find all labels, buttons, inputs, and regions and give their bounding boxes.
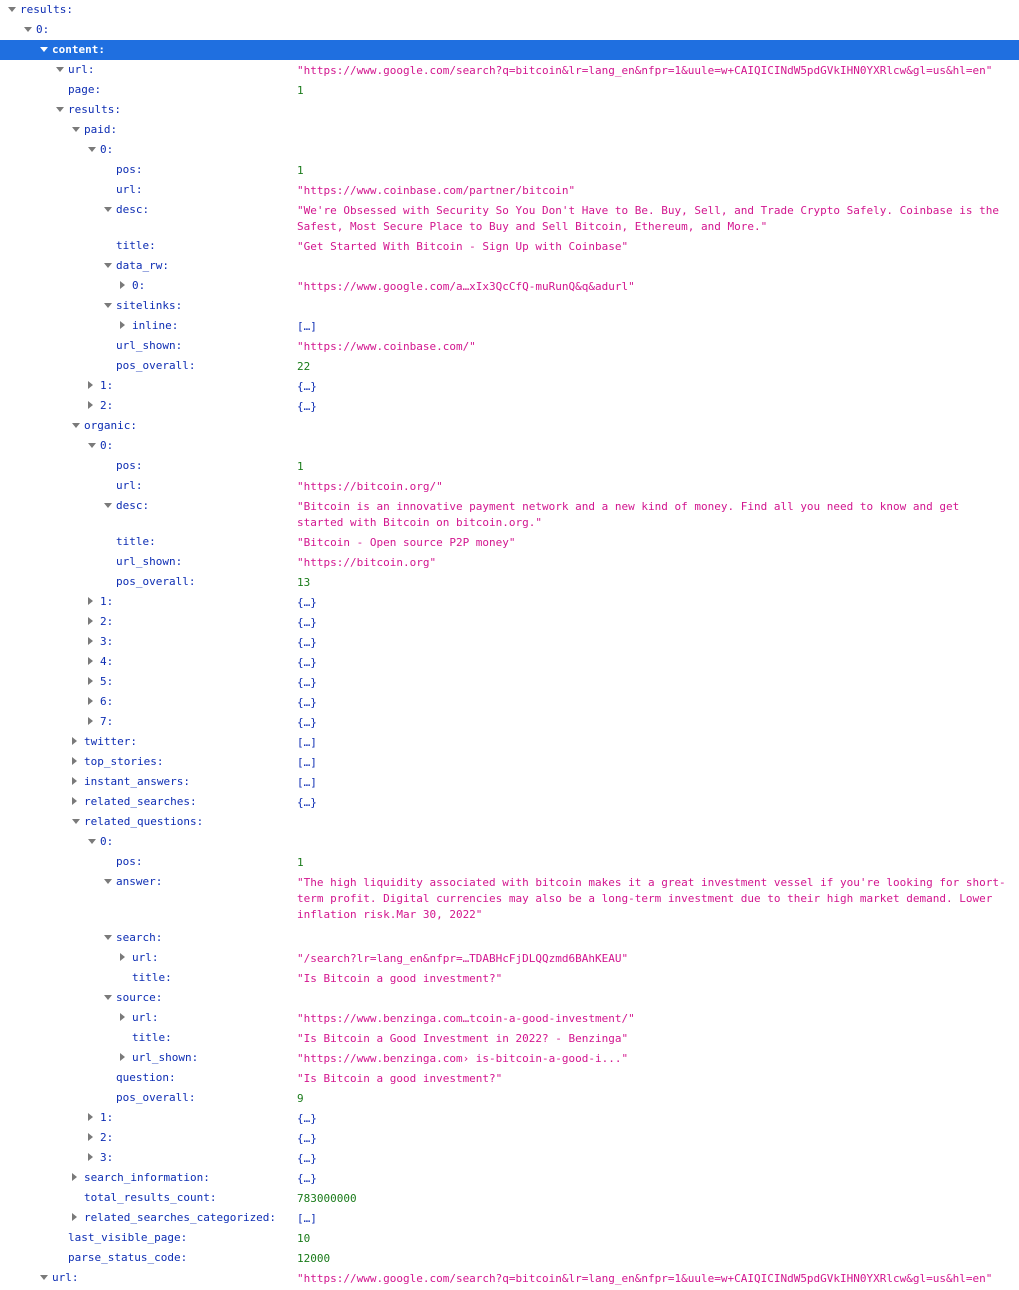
tree-key: url: [68,63,95,76]
tree-row-title[interactable] [0,968,1019,988]
tree-row-url[interactable] [0,948,1019,968]
tree-row-1[interactable] [0,376,1019,396]
tree-row-results[interactable] [0,100,1019,120]
tree-row-top-stories[interactable] [0,752,1019,772]
tree-row-last-visible-page[interactable] [0,1228,1019,1248]
expanded-triangle-icon[interactable] [56,107,64,112]
tree-value: "https://www.benzinga.com› is-bitcoin-a-good-i..." [297,1052,629,1065]
expanded-triangle-icon[interactable] [104,935,112,940]
tree-row-1[interactable] [0,592,1019,612]
expanded-triangle-icon[interactable] [40,1275,48,1280]
tree-row-organic[interactable] [0,416,1019,436]
tree-key: content: [52,43,105,56]
tree-row-url-shown[interactable] [0,336,1019,356]
tree-key: search: [116,931,163,944]
tree-row-desc[interactable] [0,496,1019,532]
tree-value: "https://www.coinbase.com/partner/bitcoin" [297,184,576,197]
expanded-triangle-icon[interactable] [72,423,80,428]
tree-key: title: [116,535,156,548]
tree-value: "/search?lr=lang_en&nfpr=…TDABHcFjDLQQzmd6BAhKEAU" [297,952,629,965]
collapsed-value-preview[interactable]: {…} [297,400,317,413]
tree-row-title[interactable] [0,236,1019,256]
tree-value: "https://www.google.com/search?q=bitcoin&lr=lang_en&nfpr=1&uule=w+CAIQICINdW5pdGVkIHN0YXRlcw&gl=us&hl=en" [297,1272,993,1285]
tree-row-url[interactable] [0,1008,1019,1028]
tree-key: 1: [100,1111,114,1124]
tree-row-title[interactable] [0,1028,1019,1048]
tree-value: 12000 [297,1252,331,1265]
tree-row-pos-overall[interactable] [0,1088,1019,1108]
collapsed-triangle-icon[interactable] [88,1153,93,1161]
tree-row-title[interactable] [0,532,1019,552]
tree-row-page[interactable] [0,80,1019,100]
tree-row-data-rw[interactable] [0,256,1019,276]
tree-row-0[interactable] [0,436,1019,456]
tree-row-url-shown[interactable] [0,1048,1019,1068]
expanded-triangle-icon[interactable] [104,303,112,308]
collapsed-triangle-icon[interactable] [88,617,93,625]
tree-key: paid: [84,123,118,136]
expanded-triangle-icon[interactable] [104,995,112,1000]
collapsed-triangle-icon[interactable] [120,1013,125,1021]
tree-value: "Bitcoin is an innovative payment network and a new kind of money. Find all you need to know and get started with Bitcoin on bitcoin.org." [297,500,960,529]
tree-key: twitter: [84,735,137,748]
tree-row-1[interactable] [0,1108,1019,1128]
tree-key: results: [68,103,121,116]
tree-value: "https://bitcoin.org/" [297,480,443,493]
tree-key: source: [116,991,163,1004]
tree-row-0[interactable] [0,140,1019,160]
tree-row-pos[interactable] [0,456,1019,476]
tree-value: 1 [297,164,304,177]
collapsed-triangle-icon[interactable] [120,953,125,961]
tree-row-url[interactable] [0,476,1019,496]
tree-row-6[interactable] [0,692,1019,712]
tree-key: 3: [100,1151,114,1164]
tree-value: "https://bitcoin.org" [297,556,437,569]
tree-key: 2: [100,615,114,628]
tree-row-pos[interactable] [0,852,1019,872]
tree-row-related-questions[interactable] [0,812,1019,832]
collapsed-value-preview[interactable]: {…} [297,616,317,629]
tree-key: title: [132,1031,172,1044]
collapsed-triangle-icon[interactable] [88,1133,93,1141]
tree-key: search_information: [84,1171,210,1184]
collapsed-triangle-icon[interactable] [72,757,77,765]
tree-row-content[interactable] [0,40,1019,60]
tree-row-url[interactable] [0,60,1019,80]
tree-key: 0: [100,143,114,156]
tree-value: "https://www.benzinga.com…tcoin-a-good-investment/" [297,1012,635,1025]
collapsed-value-preview[interactable]: […] [297,320,317,333]
expanded-triangle-icon[interactable] [40,47,48,52]
tree-row-pos-overall[interactable] [0,356,1019,376]
tree-key: total_results_count: [84,1191,217,1204]
tree-row-0[interactable] [0,832,1019,852]
collapsed-triangle-icon[interactable] [72,1213,77,1221]
tree-key: results: [20,3,73,16]
tree-row-0[interactable] [0,20,1019,40]
collapsed-triangle-icon[interactable] [72,1173,77,1181]
tree-key: parse_status_code: [68,1251,188,1264]
tree-key: title: [116,239,156,252]
tree-key: sitelinks: [116,299,183,312]
tree-key: 2: [100,399,114,412]
tree-key: 2: [100,1131,114,1144]
tree-row-2[interactable] [0,1128,1019,1148]
tree-value: "Get Started With Bitcoin - Sign Up with Coinbase" [297,240,629,253]
collapsed-value-preview[interactable]: {…} [297,676,317,689]
collapsed-triangle-icon[interactable] [88,657,93,665]
tree-key: data_rw: [116,259,169,272]
tree-key: 3: [100,635,114,648]
tree-row-desc[interactable] [0,200,1019,236]
collapsed-triangle-icon[interactable] [88,597,93,605]
tree-key: related_searches_categorized: [84,1211,277,1224]
tree-key: 0: [100,835,114,848]
tree-row-2[interactable] [0,396,1019,416]
tree-value: "Is Bitcoin a good investment?" [297,972,503,985]
collapsed-triangle-icon[interactable] [120,1053,125,1061]
tree-key: pos: [116,855,143,868]
collapsed-triangle-icon[interactable] [88,637,93,645]
tree-row-inline[interactable] [0,316,1019,336]
tree-key: page: [68,83,102,96]
expanded-triangle-icon[interactable] [88,147,96,152]
expanded-triangle-icon[interactable] [104,207,112,212]
tree-row-3[interactable] [0,1148,1019,1168]
tree-key: organic: [84,419,137,432]
tree-key: desc: [116,499,150,512]
tree-key: 0: [132,279,146,292]
tree-key: instant_answers: [84,775,190,788]
collapsed-value-preview[interactable]: […] [297,756,317,769]
collapsed-triangle-icon[interactable] [88,677,93,685]
tree-key: 1: [100,379,114,392]
tree-row-related-searches-categorized[interactable] [0,1208,1019,1228]
expanded-triangle-icon[interactable] [104,503,112,508]
collapsed-triangle-icon[interactable] [88,381,93,389]
tree-value: "The high liquidity associated with bitcoin makes it a great investment vessel if you're looking for short-term profit. Digital currencies may also be a long-term investment due to their high market demand. Lower inflation risk.Mar 30, 2022" [297,876,1006,921]
tree-row-total-results-count[interactable] [0,1188,1019,1208]
tree-key: desc: [116,203,150,216]
collapsed-triangle-icon[interactable] [88,1113,93,1121]
tree-key: url_shown: [116,555,183,568]
expanded-triangle-icon[interactable] [88,443,96,448]
tree-row-url[interactable] [0,180,1019,200]
tree-value: "Is Bitcoin a Good Investment in 2022? - Benzinga" [297,1032,629,1045]
tree-key: url: [116,183,143,196]
collapsed-triangle-icon[interactable] [88,401,93,409]
collapsed-value-preview[interactable]: […] [297,776,317,789]
collapsed-value-preview[interactable]: {…} [297,796,317,809]
tree-key: pos: [116,163,143,176]
tree-row-url-shown[interactable] [0,552,1019,572]
tree-key: question: [116,1071,176,1084]
collapsed-value-preview[interactable]: {…} [297,1152,317,1165]
tree-key: related_searches: [84,795,197,808]
tree-row-source[interactable] [0,988,1019,1008]
tree-row-4[interactable] [0,652,1019,672]
collapsed-value-preview[interactable]: {…} [297,596,317,609]
tree-key: url: [116,479,143,492]
tree-row-pos-overall[interactable] [0,572,1019,592]
collapsed-value-preview[interactable]: […] [297,736,317,749]
tree-value: "https://www.coinbase.com/" [297,340,476,353]
collapsed-value-preview[interactable]: {…} [297,636,317,649]
tree-row-question[interactable] [0,1068,1019,1088]
tree-row-related-searches[interactable] [0,792,1019,812]
tree-key: url: [132,951,159,964]
tree-value: "Is Bitcoin a good investment?" [297,1072,503,1085]
collapsed-value-preview[interactable]: {…} [297,1172,317,1185]
expanded-triangle-icon[interactable] [8,7,16,12]
tree-row-5[interactable] [0,672,1019,692]
tree-row-paid[interactable] [0,120,1019,140]
expanded-triangle-icon[interactable] [88,839,96,844]
expanded-triangle-icon[interactable] [72,819,80,824]
tree-row-url[interactable] [0,1268,1019,1288]
tree-key: 0: [100,439,114,452]
tree-row-instant-answers[interactable] [0,772,1019,792]
tree-value: "We're Obsessed with Security So You Don't Have to Be. Buy, Sell, and Trade Crypto Safely. Coinbase is the Safest, Most Secure Place to Buy and Sell Bitcoin, Ethereum, and More." [297,204,999,233]
tree-value: 1 [297,84,304,97]
collapsed-triangle-icon[interactable] [88,717,93,725]
expanded-triangle-icon[interactable] [104,263,112,268]
tree-value: 1 [297,856,304,869]
tree-key: 1: [100,595,114,608]
collapsed-value-preview[interactable]: {…} [297,656,317,669]
tree-key: answer: [116,875,163,888]
expanded-triangle-icon[interactable] [104,879,112,884]
tree-row-7[interactable] [0,712,1019,732]
collapsed-triangle-icon[interactable] [88,697,93,705]
tree-key: pos_overall: [116,359,196,372]
tree-row-pos[interactable] [0,160,1019,180]
tree-key: url: [52,1271,79,1284]
tree-key: 7: [100,715,114,728]
collapsed-value-preview[interactable]: {…} [297,696,317,709]
tree-key: url_shown: [132,1051,199,1064]
tree-row-2[interactable] [0,612,1019,632]
expanded-triangle-icon[interactable] [72,127,80,132]
tree-key: top_stories: [84,755,164,768]
tree-key: pos: [116,459,143,472]
tree-key: url_shown: [116,339,183,352]
tree-row-results[interactable] [0,0,1019,20]
tree-value: 1 [297,460,304,473]
collapsed-value-preview[interactable]: {…} [297,1132,317,1145]
tree-value: 13 [297,576,311,589]
tree-row-0[interactable] [0,276,1019,296]
tree-row-search[interactable] [0,928,1019,948]
tree-value: "Bitcoin - Open source P2P money" [297,536,516,549]
collapsed-triangle-icon[interactable] [120,281,125,289]
tree-key: title: [132,971,172,984]
tree-key: related_questions: [84,815,204,828]
tree-row-parse-status-code[interactable] [0,1248,1019,1268]
tree-key: pos_overall: [116,575,196,588]
tree-value: 783000000 [297,1192,357,1205]
tree-row-3[interactable] [0,632,1019,652]
tree-value: 9 [297,1092,304,1105]
collapsed-triangle-icon[interactable] [72,797,77,805]
collapsed-triangle-icon[interactable] [72,777,77,785]
tree-key: inline: [132,319,179,332]
tree-row-twitter[interactable] [0,732,1019,752]
collapsed-triangle-icon[interactable] [120,321,125,329]
tree-key: 5: [100,675,114,688]
collapsed-value-preview[interactable]: {…} [297,380,317,393]
collapsed-value-preview[interactable]: {…} [297,716,317,729]
tree-value: 22 [297,360,311,373]
tree-value: 10 [297,1232,311,1245]
tree-key: 0: [36,23,50,36]
collapsed-value-preview[interactable]: {…} [297,1112,317,1125]
collapsed-triangle-icon[interactable] [72,737,77,745]
tree-row-answer[interactable] [0,872,1019,928]
tree-value: "https://www.google.com/a…xIx3QcCfQ-muRunQ&q&adurl" [297,280,635,293]
tree-key: 4: [100,655,114,668]
tree-key: url: [132,1011,159,1024]
tree-value: "https://www.google.com/search?q=bitcoin&lr=lang_en&nfpr=1&uule=w+CAIQICINdW5pdGVkIHN0YXRlcw&gl=us&hl=en" [297,64,993,77]
collapsed-value-preview[interactable]: […] [297,1212,317,1225]
tree-key: 6: [100,695,114,708]
tree-row-sitelinks[interactable] [0,296,1019,316]
tree-row-search-information[interactable] [0,1168,1019,1188]
expanded-triangle-icon[interactable] [56,67,64,72]
expanded-triangle-icon[interactable] [24,27,32,32]
tree-key: last_visible_page: [68,1231,188,1244]
tree-key: pos_overall: [116,1091,196,1104]
